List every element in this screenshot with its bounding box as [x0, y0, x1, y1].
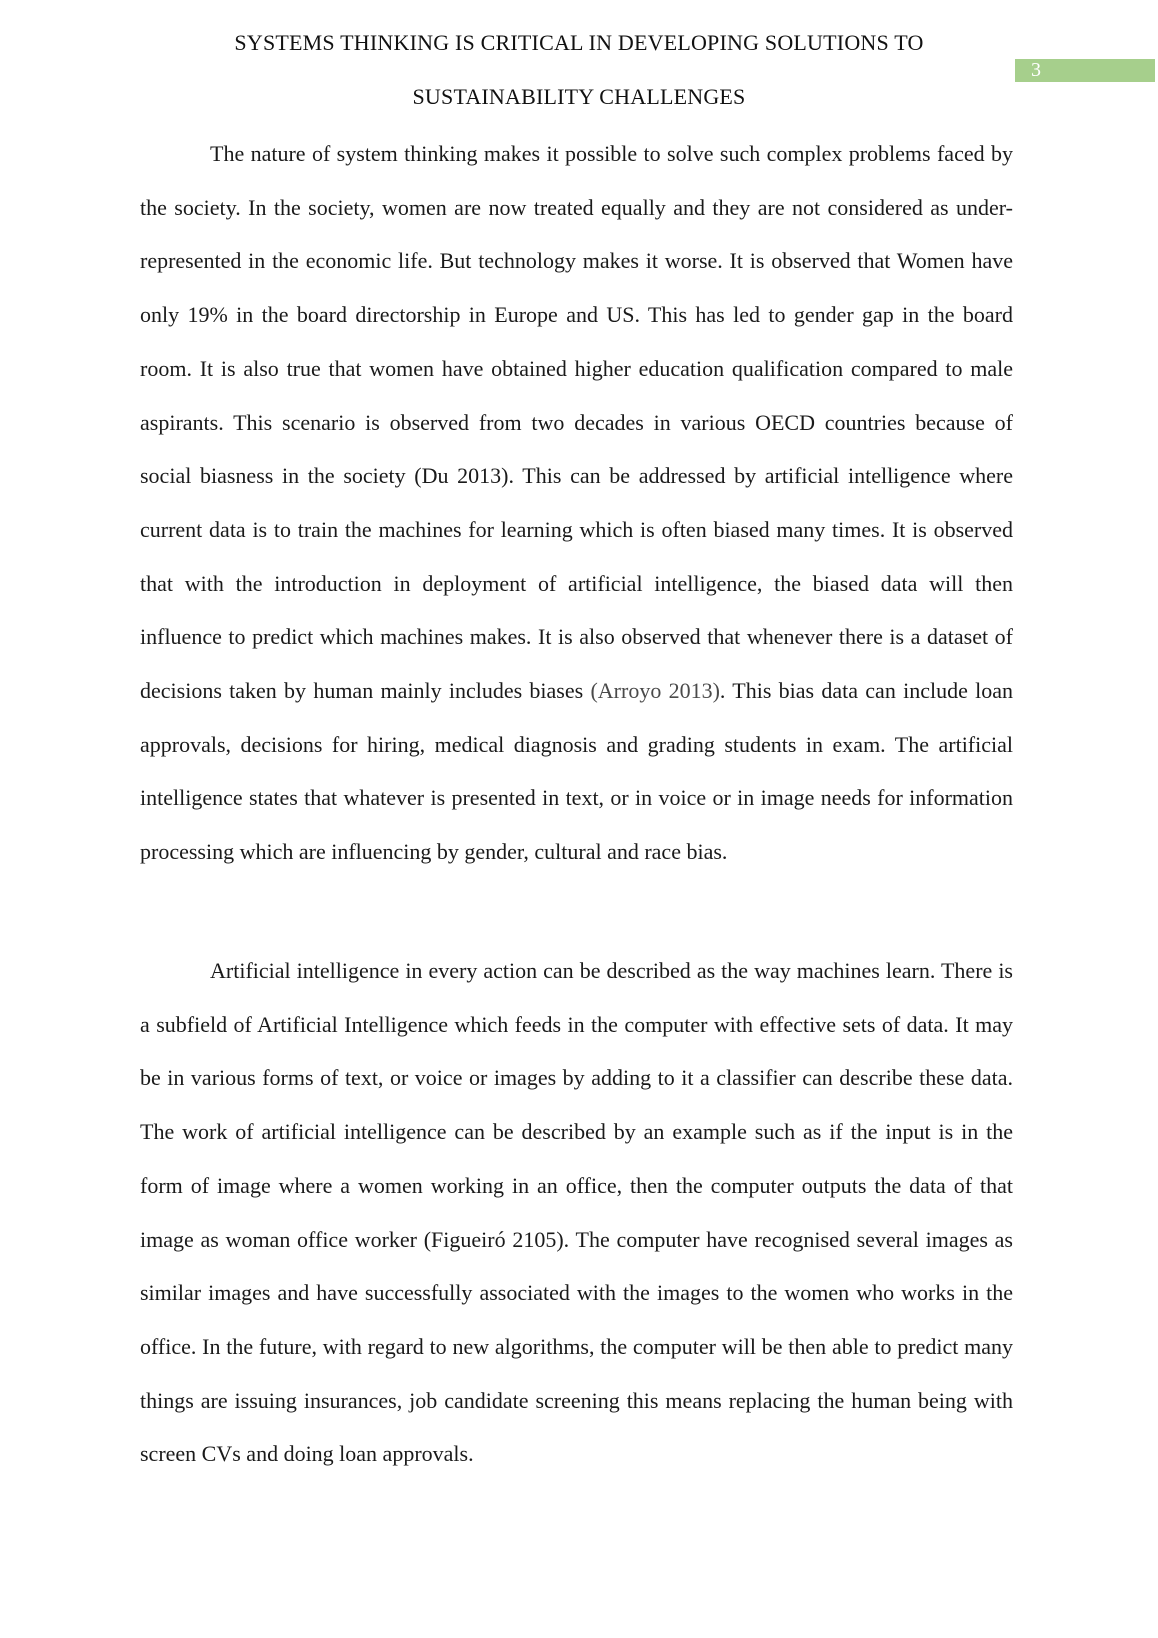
paragraph-1-text-end: . This bias data can include loan approvals, decisions for hiring, medical diagnosis and grading students in exam. The artificial intelligence states that whatever is presented in text, or in voice or in image needs for information processing which are influencing by gender, cultural and race bias. — [140, 678, 1013, 865]
page-number: 3 — [1015, 59, 1155, 82]
running-head-line-1: SYSTEMS THINKING IS CRITICAL IN DEVELOPING SOLUTIONS TO — [234, 30, 924, 55]
paragraph-1-text — [140, 127, 1013, 879]
paragraph-1-text-start: The nature of system thinking makes it possible to solve such complex problems faced by the society. In the society, women are now treated equally and they are not considered as under- represented in the economic life. But technology makes it worse. It is observed that Women have only 19% in the board directorship in Europe and US. This has led to gender gap in the board room. It is also true that women have obtained higher education qualification compared to male aspirants. This scenario is observed from two decades in various OECD countries because of social biasness in the society (Du 2013). This can be addressed by artificial intelligence where current data is to train the machines for learning which is often biased many times. It is observed that with the introduction in deployment of artificial intelligence, the biased data will then influence to predict which machines makes. It is also observed that whenever there is a dataset of decisions taken by human mainly includes biases — [140, 141, 1013, 704]
body-paragraph-1 — [140, 127, 1013, 879]
running-head-line-2: SUSTAINABILITY CHALLENGES — [412, 84, 746, 109]
paragraph-2-text: Artificial intelligence in every action can be described as the way machines learn. There is a subfield of Artificial Intelligence which feeds in the computer with effective sets of data. It may be in various forms of text, or voice or images by adding to it a classifier can describe these data. The work of artificial intelligence can be described by an example such as if the input is in the form of image where a women working in an office, then the computer outputs the data of that image as woman office worker (Figueiró 2105). The computer have recognised several images as similar images and have successfully associated with the images to the women who works in the office. In the future, with regard to new algorithms, the computer will be then able to predict many things are issuing insurances, job candidate screening this means replacing the human being with screen CVs and doing loan approvals. — [140, 958, 1013, 1467]
citation-arroyo: (Arroyo 2013) — [590, 678, 720, 704]
body-paragraph-2 — [140, 944, 1013, 1481]
